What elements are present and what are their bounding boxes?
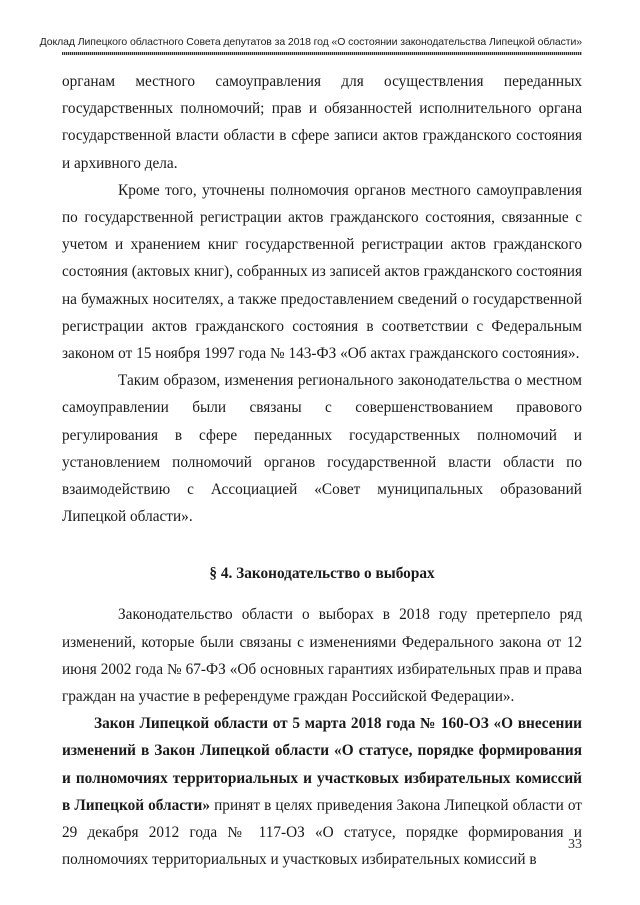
paragraph-continued: органам местного самоуправления для осуществления переданных государственных полномочий; прав и обязанностей исполнительного органа государственной власти области в сфере записи актов гражданского состояния и архивного дела. [62,73,582,172]
paragraph-law-160 [62,710,582,873]
header-rule [62,52,582,55]
document-body [62,68,582,873]
paragraph-conclusion: Таким образом, изменения регионального законодательства о местном самоуправлении были связаны с совершенствованием правового регулирования в сфере переданных государственных полномочий и установлением полномочий органов государственной власти области по взаимодействию с Ассоциацией «Совет муниципальных образований Липецкой области». [62,372,582,526]
law-title-bold: Закон Липецкой области от 5 марта 2018 года № 160-ОЗ «О внесении изменений в Закон Липецкой области «О статусе, порядке формирования и полномочиях территориальных и участковых избирательных комиссий в Липецкой области» [62,715,582,814]
section-heading: § 4. Законодательство о выборах [209,565,435,583]
page-number: 33 [568,837,582,852]
header-title: Доклад Липецкого областного Совета депутатов за 2018 год «О состоянии законодательства Липецкой области» [39,36,582,48]
paragraph-powers-clarified: Кроме того, уточнены полномочия органов местного самоуправления по государственной регистрации актов гражданского состояния, связанные с учетом и хранением книг государственной регистрации актов гражданского состояния (актовых книг), собранных из записей актов гражданского состояния на бумажных носителях, а также предоставлением сведений о государственной регистрации актов гражданского состояния в соответствии с Федеральным законом от 15 ноября 1997 года № 143-ФЗ «Об актах гражданского состояния». [62,181,582,363]
running-header [39,36,582,58]
law-description: принят в целях приведения Закона Липецкой области от 29 декабря 2012 года № 117-ОЗ «О статусе, порядке формирования и полномочиях территориальных и участковых избирательных комиссий в [62,796,582,869]
paragraph-election-law: Законодательство области о выборах в 2018 году претерпело ряд изменений, которые были связаны с изменениями Федерального закона от 12 июня 2002 года № 67-ФЗ «Об основных гарантиях избирательных прав и права граждан на участие в референдуме граждан Российской Федерации». [62,606,582,706]
